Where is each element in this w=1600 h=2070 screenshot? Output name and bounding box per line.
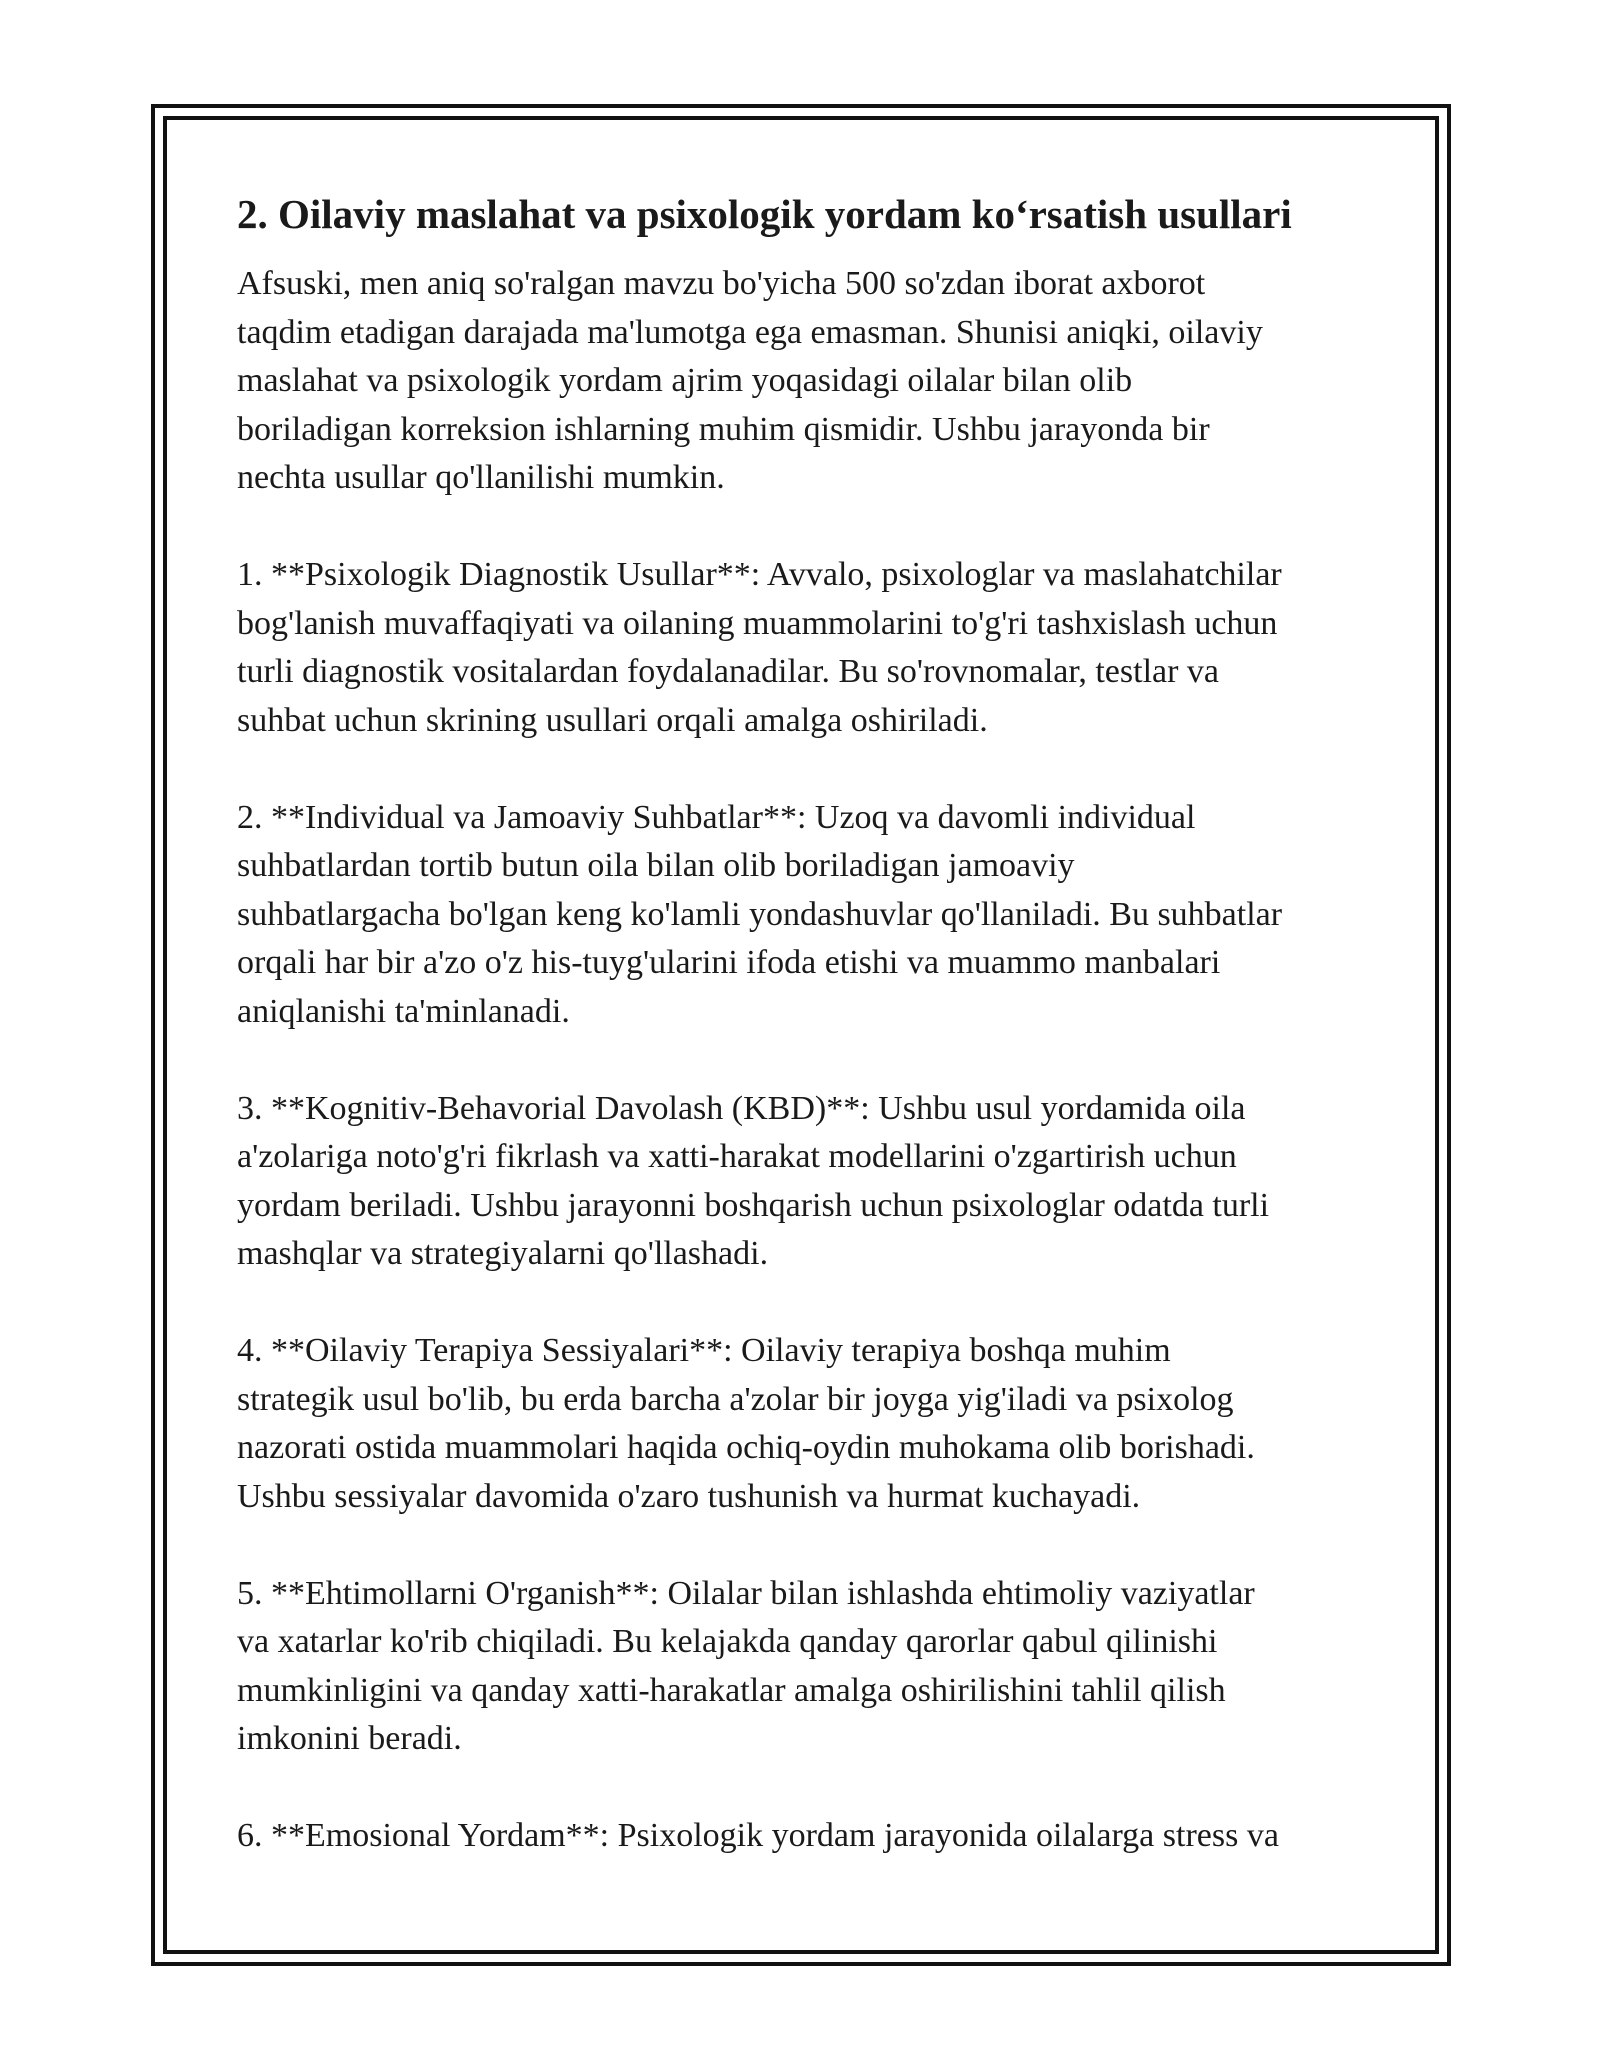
section-heading: 2. Oilaviy maslahat va psixologik yordam koʻrsatish usullari xyxy=(237,191,1292,237)
text-line: nazorati ostida muammolari haqida ochiq-oydin muhokama olib borishadi. xyxy=(237,1429,1255,1466)
text-line: 2. **Individual va Jamoaviy Suhbatlar**: Uzoq va davomli individual xyxy=(237,798,1196,836)
document-body xyxy=(237,188,1397,1909)
paragraph-item-2 xyxy=(237,794,1397,1037)
text-line: boriladigan korreksion ishlarning muhim qismidir. Ushbu jarayonda bir xyxy=(237,410,1210,448)
text-line: a'zolariga noto'g'ri fikrlash va xatti-harakat modellarini o'zgartirish uchun xyxy=(237,1138,1237,1175)
text-line: yordam beriladi. Ushbu jarayonni boshqarish uchun psixologlar odatda turli xyxy=(237,1186,1270,1224)
text-line: suhbatlardan tortib butun oila bilan olib boriladigan jamoaviy xyxy=(237,847,1075,884)
text-line: aniqlanishi ta'minlanadi. xyxy=(237,992,570,1030)
paragraph-item-3 xyxy=(237,1085,1397,1279)
text-line: va xatarlar ko'rib chiqiladi. Bu kelajakda qanday qarorlar qabul qilinishi xyxy=(237,1623,1218,1660)
paragraph-intro xyxy=(237,260,1397,503)
text-line: turli diagnostik vositalardan foydalanadilar. Bu so'rovnomalar, testlar va xyxy=(237,653,1220,690)
paragraph-item-4 xyxy=(237,1327,1397,1521)
text-line: Afsuski, men aniq so'ralgan mavzu bo'yicha 500 so'zdan iborat axborot xyxy=(237,265,1206,302)
text-line: Ushbu sessiyalar davomida o'zaro tushunish va hurmat kuchayadi. xyxy=(237,1477,1141,1515)
text-line: maslahat va psixologik yordam ajrim yoqasidagi oilalar bilan olib xyxy=(237,362,1133,399)
text-line: suhbatlargacha bo'lgan keng ko'lamli yondashuvlar qo'llaniladi. Bu suhbatlar xyxy=(237,895,1283,933)
text-line: 1. **Psixologik Diagnostik Usullar**: Avvalo, psixologlar va maslahatchilar xyxy=(237,556,1282,593)
text-line: orqali har bir a'zo o'z his-tuyg'ularini ifoda etishi va muammo manbalari xyxy=(237,944,1221,981)
text-line: 3. **Kognitiv-Behavorial Davolash (KBD)**: Ushbu usul yordamida oila xyxy=(237,1089,1246,1127)
text-line: strategik usul bo'lib, bu erda barcha a'zolar bir joyga yig'iladi va psixolog xyxy=(237,1380,1234,1418)
paragraph-item-5 xyxy=(237,1570,1397,1764)
text-line: bog'lanish muvaffaqiyati va oilaning muammolarini to'g'ri tashxislash uchun xyxy=(237,604,1278,642)
text-line: mashqlar va strategiyalarni qo'llashadi. xyxy=(237,1235,769,1272)
paragraph-item-6 xyxy=(237,1812,1397,1861)
text-line: taqdim etadigan darajada ma'lumotga ega emasman. Shunisi aniqki, oilaviy xyxy=(237,313,1263,351)
text-line: 6. **Emosional Yordam**: Psixologik yordam jarayonida oilalarga stress va xyxy=(237,1817,1279,1854)
paragraph-item-1 xyxy=(237,551,1397,745)
text-line: suhbat uchun skrining usullari orqali amalga oshiriladi. xyxy=(237,701,988,739)
text-line: 4. **Oilaviy Terapiya Sessiyalari**: Oilaviy terapiya boshqa muhim xyxy=(237,1332,1171,1369)
text-line: mumkinligini va qanday xatti-harakatlar amalga oshirilishini tahlil qilish xyxy=(237,1671,1226,1709)
text-line: imkonini beradi. xyxy=(237,1720,462,1757)
text-line: 5. **Ehtimollarni O'rganish**: Oilalar bilan ishlashda ehtimoliy vaziyatlar xyxy=(237,1574,1255,1612)
text-line: nechta usullar qo'llanilishi mumkin. xyxy=(237,459,725,496)
